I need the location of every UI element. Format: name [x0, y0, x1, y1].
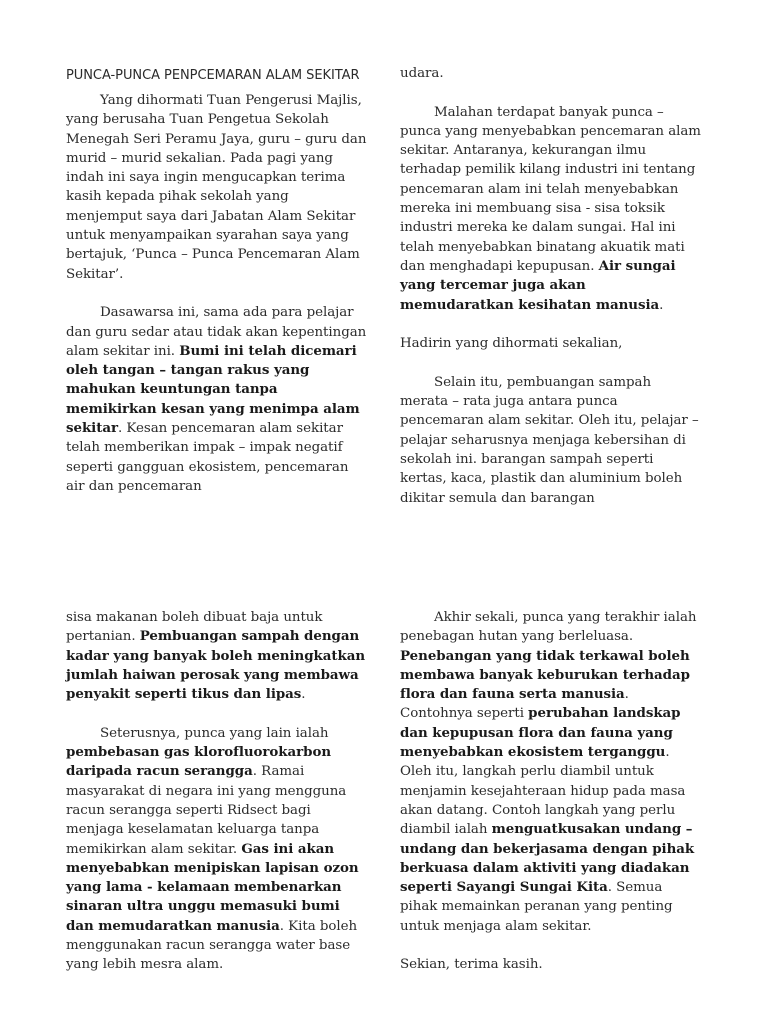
paragraph-closing: Sekian, terima kasih. — [400, 957, 543, 973]
text: Yang dihormati Tuan Pengerusi Majlis, yang berusaha Tuan Pengetua Sekolah Menegah Seri Peramu Jaya, guru – guru dan murid – murid sekalian. Pada pagi yang indah ini saya ingin mengucapkan terima kasih kepada pihak sekolah yang menjemput saya dari Jabatan Alam Sekitar untuk menyampaikan syarahan saya yang bertajuk, ‘Punca – Punca Pencemaran Alam Sekitar’. — [66, 93, 367, 282]
text: . — [301, 687, 306, 703]
paragraph-malahan — [400, 103, 702, 315]
text: . Kesan pencemaran alam sekitar telah memberikan impak – impak negatif seperti gangguan ekosistem, pencemaran air dan pencemaran — [66, 421, 349, 494]
bold-text: menguatkusakan undang – undang dan bekerjasama dengan pihak berkuasa dalam aktiviti yang diadakan seperti Sayangi Sungai Kita — [400, 821, 695, 896]
paragraph-akhir-sekali — [400, 608, 702, 936]
bold-text: Gas ini akan menyebabkan menipiskan lapisan ozon yang lama - kelamaan membenarkan sinaran ultra unggu memasuki bumi dan memudaratkan manusia — [66, 840, 359, 934]
bold-text: Bumi ini telah dicemari oleh tangan – tangan rakus yang mahukan keuntungan tanpa memikirkan kesan yang menimpa alam sekitar — [66, 342, 360, 437]
text: . Semua pihak memainkan peranan yang penting untuk menjaga alam sekitar. — [400, 880, 673, 934]
paragraph-udara: udara. — [400, 66, 444, 81]
text: . Kita boleh menggunakan racun serangga water base yang lebih mesra alam. — [66, 918, 358, 973]
bold-text: pembebasan gas klorofluorokarbon daripada racun serangga — [66, 744, 332, 780]
paragraph-hadirin: Hadirin yang dihormati sekalian, — [400, 336, 623, 352]
bold-text: Pembuangan sampah dengan kadar yang banyak boleh meningkatkan jumlah haiwan perosak yang membawa penyakit seperti tikus dan lipas — [66, 628, 366, 703]
text: Malahan terdapat banyak punca – punca yang menyebabkan pencemaran alam sekitar. Antaranya, kekurangan ilmu terhadap pemilik kilang industri ini tentang pencemaran alam ini telah menyebabkan mereka ini membuang sisa - sisa toksik industri mereka ke dalam sungai. Hal ini telah menyebabkan binatang akuatik mati dan menghadapi kepupusan. — [400, 104, 701, 274]
bold-text: Air sungai yang tercemar juga akan memudaratkan kesihatan manusia — [400, 257, 676, 313]
page2-left-column — [66, 608, 368, 975]
paragraph-sisa-makanan — [66, 608, 368, 704]
text: Seterusnya, punca yang lain ialah — [100, 725, 329, 741]
paragraph-seterusnya — [66, 724, 368, 975]
text: sisa makanan boleh dibuat baja untuk pertanian. — [66, 610, 323, 645]
page1-right-column — [400, 64, 702, 508]
text: . Contohnya seperti — [400, 687, 629, 722]
paragraph-greeting — [66, 91, 368, 284]
text: . Oleh itu, langkah perlu diambil untuk menjamin kesejahteraan hidup pada masa akan datang. Contoh langkah yang perlu diambil ialah — [400, 745, 686, 838]
bold-text: Penebangan yang tidak terkawal boleh membawa banyak keburukan terhadap flora dan fauna serta manusia — [400, 647, 690, 703]
document-title: PUNCA-PUNCA PENPCEMARAN ALAM SEKITAR — [66, 68, 360, 83]
page2-right-column — [400, 608, 702, 975]
text: Dasawarsa ini, sama ada para pelajar dan guru sedar atau tidak akan kepentingan alam sekitar ini. — [66, 305, 367, 359]
paragraph-dasawarsa — [66, 303, 368, 496]
page1-left-column — [66, 66, 368, 496]
text: . Ramai masyarakat di negara ini yang mengguna racun serangga seperti Ridsect bagi menjaga keselamatan keluarga tanpa memikirkan alam sekitar. — [66, 764, 347, 857]
paragraph-selain-itu: Selain itu, pembuangan sampah merata – rata juga antara punca pencemaran alam sekitar. Oleh itu, pelajar – pelajar seharusnya menjaga kebersihan di sekolah ini. barangan sampah seperti kertas, kaca, plastik dan aluminium boleh dikitar semula dan barangan — [400, 374, 699, 506]
text: . — [659, 297, 664, 313]
text: Akhir sekali, punca yang terakhir ialah penebagan hutan yang berleluasa. — [400, 610, 697, 645]
bold-text: perubahan landskap dan kepupusan flora dan fauna yang menyebabkan ekosistem terganggu — [400, 705, 681, 761]
